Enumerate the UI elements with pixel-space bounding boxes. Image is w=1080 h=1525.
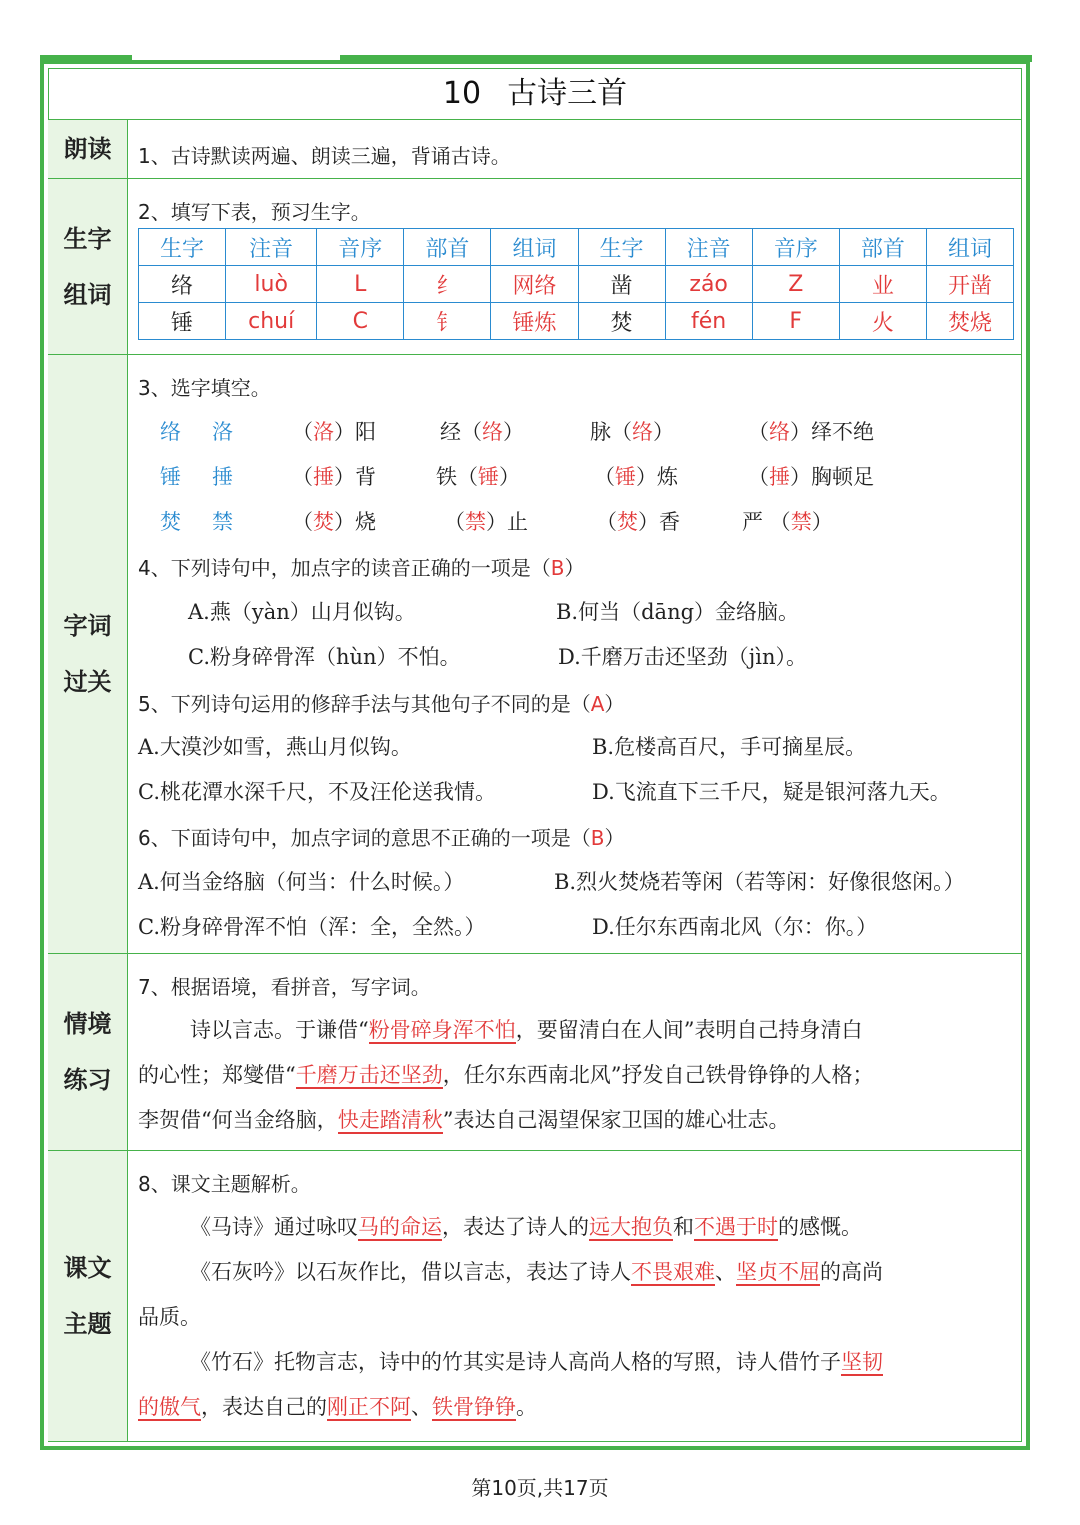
fill-item: 脉（络） (590, 420, 674, 444)
context-line-2: 的心性；郑燮借“千磨万击还坚劲，任尔东西南北风”抒发自己铁骨铮铮的人格； (138, 1063, 874, 1087)
q8-instruction: 8、课文主题解析。 (138, 1172, 311, 1196)
q5-option-c: C.桃花潭水深千尺，不及汪伦送我情。 (138, 780, 496, 804)
q4-option-a: A.燕（yàn）山月似钩。 (188, 600, 416, 624)
fill-item: 经（络） (440, 420, 524, 444)
theme-para-3-cont: 的傲气，表达自己的刚正不阿、铁骨铮铮。 (138, 1395, 537, 1419)
fill-item: （捶）背 (292, 465, 376, 489)
theme-para-1: 《马诗》通过咏叹马的命运，表达了诗人的远大抱负和不遇于时的感慨。 (190, 1215, 862, 1239)
fill-item: （络）绎不绝 (748, 420, 874, 444)
section-label-chars: 生字 组词 (48, 179, 128, 354)
q5-option-b: B.危楼高百尺，手可摘星辰。 (592, 735, 867, 759)
theme-para-2-cont: 品质。 (138, 1305, 201, 1329)
fill-item: 严 （禁） (742, 510, 833, 534)
q6-question: 6、下面诗句中，加点字词的意思不正确的一项是（B） (138, 826, 625, 850)
q4-option-c: C.粉身碎骨浑（hùn）不怕。 (188, 645, 461, 669)
q7-instruction: 7、根据语境，看拼音，写字词。 (138, 975, 431, 999)
q6-option-b: B.烈火焚烧若等闲（若等闲：好像很悠闲。） (554, 870, 965, 894)
theme-para-2: 《石灰吟》以石灰作比，借以言志，表达了诗人不畏艰难、坚贞不屈的高尚 (190, 1260, 883, 1284)
section-label-vocab: 字词 过关 (48, 355, 128, 953)
section-label-theme: 课文 主题 (48, 1151, 128, 1441)
q5-question: 5、下列诗句运用的修辞手法与其他句子不同的是（A） (138, 692, 625, 716)
section-label-context: 情境 练习 (48, 954, 128, 1150)
page-title (48, 68, 1022, 120)
q6-option-d: D.任尔东西南北风（尔：你。） (592, 915, 878, 939)
q6-option-a: A.何当金络脑（何当：什么时候。） (138, 870, 465, 894)
fill-item: （禁）止 (444, 510, 528, 534)
theme-para-3: 《竹石》托物言志，诗中的竹其实是诗人高尚人格的写照，诗人借竹子坚韧 (190, 1350, 883, 1374)
lesson-title: 古诗三首 (507, 76, 628, 111)
reading-instruction: 1、古诗默读两遍、朗读三遍，背诵古诗。 (138, 144, 511, 168)
section-label-reading: 朗读 (48, 120, 128, 178)
fill-item: 铁（锤） (436, 465, 520, 489)
q5-option-a: A.大漠沙如雪，燕山月似钩。 (138, 735, 412, 759)
fill-item: （锤）炼 (594, 465, 678, 489)
fill-item: （焚）烧 (292, 510, 376, 534)
fill-item: （洛）阳 (292, 420, 376, 444)
context-line-3: 李贺借“何当金络脑，快走踏清秋”表达自己渴望保家卫国的雄心壮志。 (138, 1108, 790, 1132)
chars-table (138, 228, 1014, 340)
fill-item: （捶）胸顿足 (748, 465, 874, 489)
q4-option-b: B.何当（dāng）金络脑。 (556, 600, 800, 624)
table-row: 络 luò L 纟 网络 凿 záo Z 业 开凿 (139, 266, 1014, 303)
q6-option-c: C.粉身碎骨浑不怕（浑：全，全然。） (138, 915, 486, 939)
table-header-row: 生字 注音 音序 部首 组词 生字 注音 音序 部首 组词 (139, 229, 1014, 266)
chars-instruction: 2、填写下表，预习生字。 (138, 200, 371, 224)
context-line-1: 诗以言志。于谦借“粉骨碎身浑不怕，要留清白在人间”表明自己持身清白 (190, 1018, 863, 1042)
lesson-number: 10 (442, 76, 482, 111)
fill-item: （焚）香 (596, 510, 680, 534)
q3-instruction: 3、选字填空。 (138, 376, 271, 400)
page-footer: 第10页,共17页 (471, 1476, 609, 1500)
q4-question: 4、下列诗句中，加点字的读音正确的一项是（B） (138, 556, 585, 580)
table-row: 锤 chuí C 钅 锤炼 焚 fén F 火 焚烧 (139, 303, 1014, 340)
q5-option-d: D.飞流直下三千尺，疑是银河落九天。 (592, 780, 951, 804)
q4-option-d: D.千磨万击还坚劲（jìn）。 (558, 645, 808, 669)
